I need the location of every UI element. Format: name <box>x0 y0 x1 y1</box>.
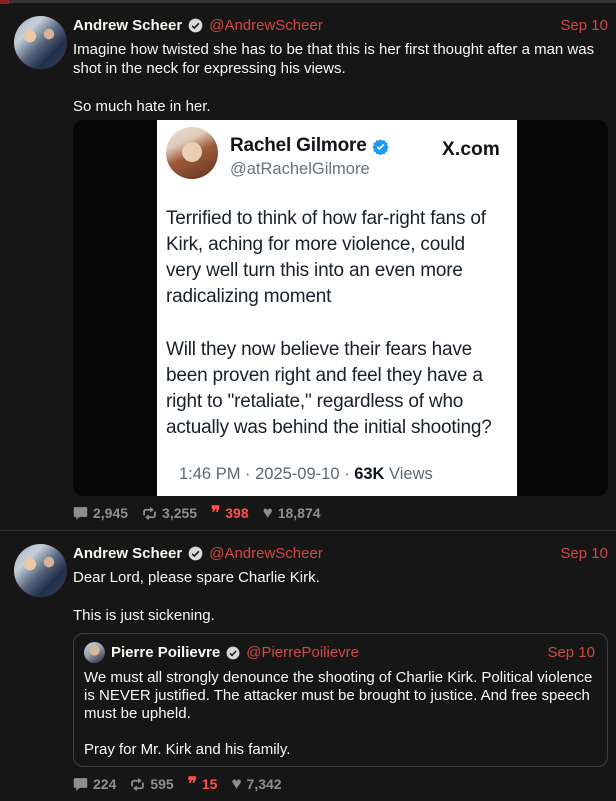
comment-icon <box>73 777 88 792</box>
tweet-date[interactable]: Sep 10 <box>560 17 608 34</box>
comments-count: 224 <box>93 776 117 792</box>
avatar-andrew-scheer[interactable] <box>14 16 67 69</box>
comments-stat[interactable] <box>73 505 128 521</box>
previous-item-edge <box>0 0 616 3</box>
quoted-tweet-header <box>84 642 595 663</box>
likes-stat[interactable] <box>263 505 321 521</box>
x-com-watermark: X.com <box>441 139 500 160</box>
quoted-author-name[interactable]: Pierre Poilievre <box>111 644 221 661</box>
embedded-paragraph: Will they now believe their fears have been proven right and feel they have a right to "retaliate," regardless of who actually was behind the initial shooting? <box>166 339 492 438</box>
verified-blue-icon <box>372 138 389 155</box>
comments-count: 2,945 <box>93 505 129 521</box>
quoted-author-handle[interactable]: @PierrePoilievre <box>246 644 359 661</box>
embedded-views-label: Views <box>384 465 433 483</box>
quotes-stat[interactable] <box>211 505 249 521</box>
heart-icon: ♥ <box>231 774 242 793</box>
tweet-1-text <box>73 40 608 116</box>
tweet-paragraph: Dear Lord, please spare Charlie Kirk. <box>73 569 320 586</box>
embedded-post-header <box>166 127 504 179</box>
tweet-2-header <box>73 544 608 563</box>
tweet-paragraph: This is just sickening. <box>73 607 215 624</box>
embedded-author-handle: @atRachelGilmore <box>230 160 370 178</box>
quote-icon: ❞ <box>211 503 221 522</box>
attached-image-screenshot[interactable] <box>73 120 608 496</box>
embedded-post-text <box>166 206 504 441</box>
retweets-count: 595 <box>150 776 174 792</box>
heart-icon: ♥ <box>262 503 273 522</box>
quoted-paragraph: Pray for Mr. Kirk and his family. <box>84 741 291 758</box>
retweets-count: 3,255 <box>162 505 198 521</box>
quoted-tweet-date[interactable]: Sep 10 <box>547 644 595 661</box>
quotes-count: 15 <box>201 776 218 792</box>
tweet-date[interactable]: Sep 10 <box>560 545 608 562</box>
tweet-2-text <box>73 568 608 625</box>
quoted-tweet-card[interactable] <box>73 633 608 767</box>
tweet-2 <box>0 531 616 801</box>
retweet-icon <box>130 777 145 792</box>
embedded-post-meta <box>179 465 433 484</box>
author-name[interactable]: Andrew Scheer <box>73 17 183 34</box>
author-handle[interactable]: @AndrewScheer <box>209 545 323 562</box>
avatar-rachel-gilmore <box>166 127 218 179</box>
tweet-paragraph: So much hate in her. <box>73 98 211 115</box>
tweet-2-stats <box>73 776 608 801</box>
verified-icon <box>188 18 203 33</box>
likes-count: 18,874 <box>277 505 321 521</box>
quoted-paragraph: We must all strongly denounce the shooting of Charlie Kirk. Political violence is NEVER justified. The attacker must be brought to justice. And free speech must be upheld. <box>84 669 593 722</box>
tweet-1-header <box>73 16 608 35</box>
tweet-1 <box>0 3 616 530</box>
tweet-1-stats <box>73 505 608 530</box>
red-accent-fragment <box>0 0 9 4</box>
likes-count: 7,342 <box>246 776 282 792</box>
embedded-paragraph: Terrified to think of how far-right fans of Kirk, aching for more violence, could very well turn this into an even more radicalizing moment <box>166 208 486 307</box>
quoted-tweet-text <box>84 669 595 759</box>
quote-icon: ❞ <box>187 774 197 793</box>
verified-icon <box>226 646 240 660</box>
author-handle[interactable]: @AndrewScheer <box>209 17 323 34</box>
avatar-andrew-scheer[interactable] <box>14 544 67 597</box>
retweet-icon <box>142 506 157 521</box>
quotes-count: 398 <box>225 505 249 521</box>
embedded-author-name: Rachel Gilmore <box>230 135 367 156</box>
embedded-timestamp: 1:46 PM · 2025-09-10 · <box>179 465 355 483</box>
tweet-paragraph: Imagine how twisted she has to be that this is her first thought after a man was shot in the neck for expressing his views. <box>73 41 595 77</box>
embedded-view-count: 63K <box>354 465 385 483</box>
retweets-stat[interactable] <box>142 505 197 521</box>
verified-icon <box>188 546 203 561</box>
author-name[interactable]: Andrew Scheer <box>73 545 183 562</box>
embedded-x-post <box>157 120 517 496</box>
avatar-pierre-poilievre[interactable] <box>84 642 105 663</box>
comment-icon <box>73 506 88 521</box>
